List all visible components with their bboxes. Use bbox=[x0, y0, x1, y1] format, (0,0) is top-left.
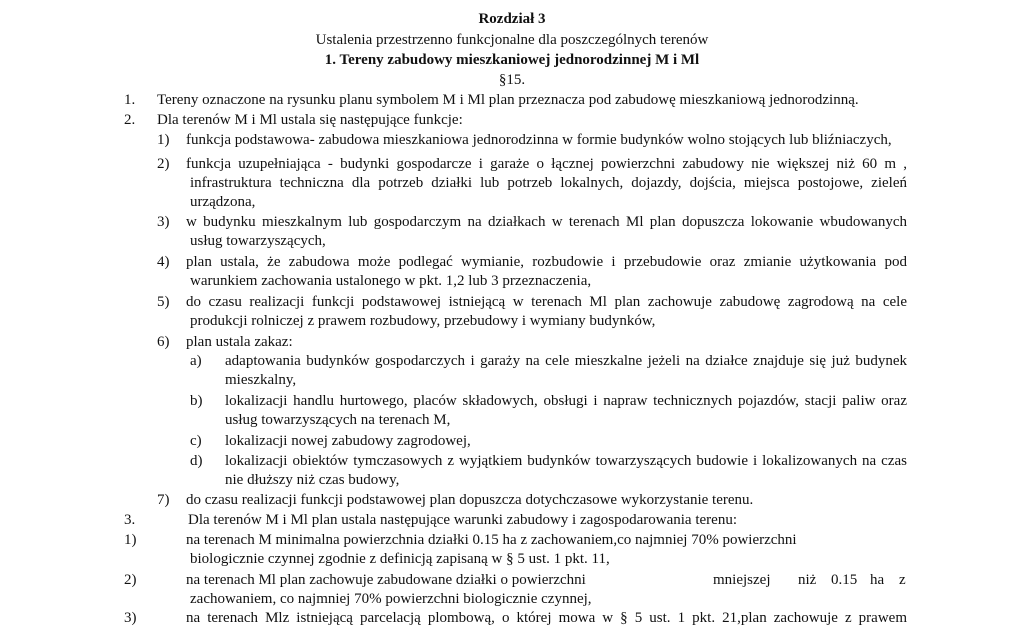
item-text: Dla terenów M i Ml ustala się następujące funkcje: bbox=[157, 112, 463, 128]
subitem-text: do czasu realizacji funkcji podstawowej istniejącą w terenach Ml plan zachowuje zabudowę zagrodową na cele bbox=[186, 294, 907, 310]
subitem-text: funkcja uzupełniająca - budynki gospodarcze i garaże o łącznej powierzchni zabudowy nie większej niż 60 m , bbox=[186, 156, 907, 172]
subitem-text: plan ustala, że zabudowa może podlegać wymianie, rozbudowie i przebudowie oraz zmianie użytkowania pod bbox=[186, 254, 907, 270]
item-text: Tereny oznaczone na rysunku planu symbolem M i Ml plan przeznacza pod zabudowę mieszkaniową jednorodzinną. bbox=[157, 92, 859, 108]
letter-text: adaptowania budynków gospodarczych i garaży na cele mieszkalne jeżeli na działce znajduje się już budynek bbox=[225, 353, 907, 369]
subitem-text: na terenach Mlz istniejącą parcelacją plombową, o której mowa w § 5 ust. 1 pkt. 21,plan zachowuje z prawem bbox=[186, 610, 907, 626]
subitem-text: mniejszej bbox=[713, 572, 771, 588]
letter-text: lokalizacji obiektów tymczasowych z wyjątkiem budynków towarzyszących budowie i lokalizowanych na czas bbox=[225, 453, 907, 469]
subitem-text: funkcja podstawowa- zabudowa mieszkaniowa jednorodzinna w formie budynków wolno stojących lub bliźniaczych, bbox=[186, 132, 892, 148]
letter-text: mieszkalny, bbox=[225, 372, 297, 388]
subitem-text: usług towarzyszących, bbox=[190, 233, 326, 249]
section-title: 1. Tereny zabudowy mieszkaniowej jednorodzinnej M i Ml bbox=[324, 52, 700, 68]
subitem-text: niż bbox=[798, 572, 817, 588]
subitem-number: 1) bbox=[157, 132, 170, 148]
item-number: 2. bbox=[124, 112, 136, 128]
subitem-text: biologicznie czynnej zgodnie z definicją zapisaną w § 5 ust. 1 pkt. 11, bbox=[190, 551, 610, 567]
letter-text: lokalizacji handlu hurtowego, placów składowych, obsługi i napraw technicznych pojazdów, stacji paliw oraz bbox=[225, 393, 907, 409]
subitem-text: zachowaniem, co najmniej 70% powierzchni biologicznie czynnej, bbox=[190, 591, 592, 607]
subitem-text: w budynku mieszkalnym lub gospodarczym na działkach w terenach Ml plan dopuszcza lokowanie wbudowanych bbox=[186, 214, 907, 230]
letter-number: a) bbox=[190, 353, 202, 369]
subitem-text: do czasu realizacji funkcji podstawowej plan dopuszcza dotychczasowe wykorzystanie terenu. bbox=[186, 492, 754, 508]
paragraph-number: §15. bbox=[498, 72, 526, 88]
subitem-number: 6) bbox=[157, 334, 170, 350]
item-number: 3. bbox=[124, 512, 136, 528]
subitem-number: 2) bbox=[157, 156, 170, 172]
chapter-subtitle: Ustalenia przestrzenno funkcjonalne dla poszczególnych terenów bbox=[315, 32, 709, 48]
subitem-number: 2) bbox=[124, 572, 137, 588]
subitem-number: 5) bbox=[157, 294, 170, 310]
subitem-text: 0.15 bbox=[831, 572, 858, 588]
subitem-text: produkcji rolniczej z prawem rozbudowy, przebudowy i wymiany budynków, bbox=[190, 313, 656, 329]
item-number: 1. bbox=[124, 92, 136, 108]
subitem-number: 1) bbox=[124, 532, 137, 548]
letter-number: c) bbox=[190, 433, 202, 449]
subitem-text: infrastruktura techniczna dla potrzeb działki lub potrzeb lokalnych, dojazdy, dojścia, miejsca postojowe, zieleń bbox=[190, 175, 907, 191]
letter-text: usług towarzyszących na terenach M, bbox=[225, 412, 451, 428]
subitem-number: 4) bbox=[157, 254, 170, 270]
letter-number: d) bbox=[190, 453, 203, 469]
subitem-number: 7) bbox=[157, 492, 170, 508]
chapter-heading: Rozdział 3 bbox=[478, 11, 546, 27]
subitem-text: z bbox=[899, 572, 906, 588]
subitem-text: na terenach M minimalna powierzchnia działki 0.15 ha z zachowaniem,co najmniej 70% powierzchni bbox=[186, 532, 797, 548]
letter-text: nie dłuższy niż czas budowy, bbox=[225, 472, 400, 488]
letter-number: b) bbox=[190, 393, 203, 409]
item-text: Dla terenów M i Ml plan ustala następujące warunki zabudowy i zagospodarowania terenu: bbox=[188, 512, 737, 528]
subitem-text: na terenach Ml plan zachowuje zabudowane działki o powierzchni bbox=[186, 572, 586, 588]
subitem-text: warunkiem zachowania ustalonego w pkt. 1,2 lub 3 przeznaczenia, bbox=[190, 273, 592, 289]
subitem-number: 3) bbox=[124, 610, 137, 626]
subitem-number: 3) bbox=[157, 214, 170, 230]
subitem-text: plan ustala zakaz: bbox=[186, 334, 293, 350]
subitem-text: urządzona, bbox=[190, 194, 256, 210]
letter-text: lokalizacji nowej zabudowy zagrodowej, bbox=[225, 433, 471, 449]
subitem-text: ha bbox=[870, 572, 885, 588]
